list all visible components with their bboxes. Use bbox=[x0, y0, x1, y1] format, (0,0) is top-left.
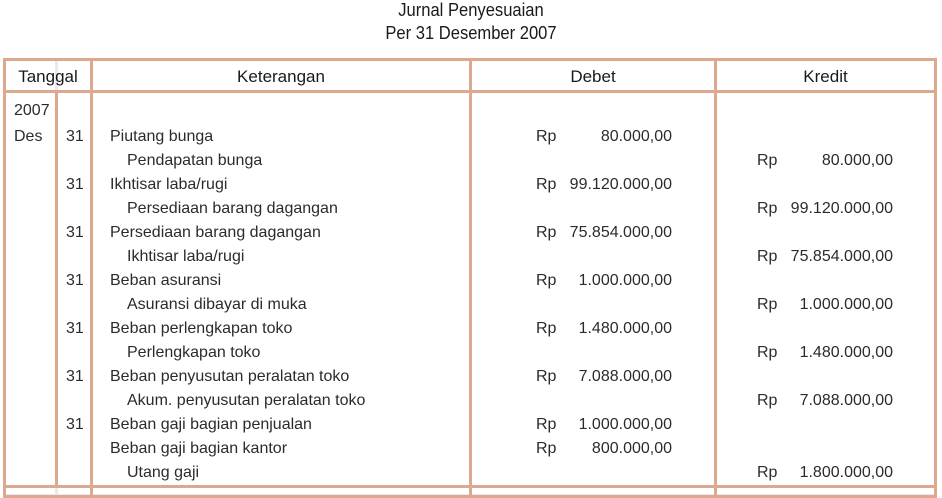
header-keterangan: Keterangan bbox=[237, 67, 325, 86]
credit-amount: 1.000.000,00 bbox=[799, 296, 893, 313]
debit-amount: 1.480.000,00 bbox=[578, 320, 672, 337]
debit-account-name: Beban asuransi bbox=[110, 272, 222, 289]
credit-account-name: Utang gaji bbox=[127, 464, 200, 481]
credit-currency: Rp bbox=[757, 248, 778, 265]
header-kredit: Kredit bbox=[803, 67, 848, 86]
row-day: 31 bbox=[66, 416, 84, 433]
credit-amount: 1.800.000,00 bbox=[799, 464, 893, 481]
credit-account-name: Akum. penyusutan peralatan toko bbox=[127, 392, 366, 409]
debit-amount: 7.088.000,00 bbox=[578, 368, 672, 385]
credit-account-name: Pendapatan bunga bbox=[127, 152, 263, 169]
debit-account-name: Ikhtisar laba/rugi bbox=[110, 176, 228, 193]
debit-account-name: Beban gaji bagian kantor bbox=[110, 440, 288, 457]
debit-amount: 800.000,00 bbox=[591, 440, 672, 457]
credit-amount: 99.120.000,00 bbox=[790, 200, 893, 217]
tanggal-divider bbox=[90, 58, 93, 498]
date-divider bbox=[55, 93, 58, 487]
debit-account-name: Beban gaji bagian penjualan bbox=[110, 416, 312, 433]
credit-currency: Rp bbox=[757, 464, 778, 481]
row-day: 31 bbox=[66, 224, 84, 241]
row-day: 31 bbox=[66, 320, 84, 337]
credit-amount: 7.088.000,00 bbox=[799, 392, 893, 409]
debit-currency: Rp bbox=[536, 272, 557, 289]
debit-account-name: Persediaan barang dagangan bbox=[110, 224, 321, 241]
keterangan-divider bbox=[469, 58, 472, 498]
debit-currency: Rp bbox=[536, 176, 557, 193]
debet-divider bbox=[714, 58, 717, 498]
credit-currency: Rp bbox=[757, 344, 778, 361]
credit-currency: Rp bbox=[757, 200, 778, 217]
debit-amount: 1.000.000,00 bbox=[578, 272, 672, 289]
month-label: Des bbox=[14, 128, 43, 145]
credit-amount: 75.854.000,00 bbox=[790, 248, 893, 265]
header-tanggal: Tanggal bbox=[18, 67, 78, 86]
credit-currency: Rp bbox=[757, 296, 778, 313]
credit-account-name: Asuransi dibayar di muka bbox=[127, 296, 307, 313]
credit-currency: Rp bbox=[757, 152, 778, 169]
credit-amount: 80.000,00 bbox=[821, 152, 893, 169]
journal-subtitle: Per 31 Desember 2007 bbox=[385, 23, 557, 43]
debit-currency: Rp bbox=[536, 320, 557, 337]
debit-currency: Rp bbox=[536, 440, 557, 457]
row-day: 31 bbox=[66, 272, 84, 289]
debit-currency: Rp bbox=[536, 416, 557, 433]
credit-currency: Rp bbox=[757, 392, 778, 409]
debit-account-name: Beban perlengkapan toko bbox=[110, 320, 293, 337]
debit-amount: 80.000,00 bbox=[600, 128, 672, 145]
row-day: 31 bbox=[66, 176, 84, 193]
journal-title: Jurnal Penyesuaian bbox=[398, 0, 544, 20]
debit-currency: Rp bbox=[536, 128, 557, 145]
debit-account-name: Piutang bunga bbox=[110, 128, 214, 145]
row-day: 31 bbox=[66, 128, 84, 145]
credit-amount: 1.480.000,00 bbox=[799, 344, 893, 361]
debit-amount: 75.854.000,00 bbox=[569, 224, 672, 241]
debit-currency: Rp bbox=[536, 368, 557, 385]
debit-account-name: Beban penyusutan peralatan toko bbox=[110, 368, 350, 385]
credit-account-name: Perlengkapan toko bbox=[127, 344, 261, 361]
credit-account-name: Ikhtisar laba/rugi bbox=[127, 248, 245, 265]
header-debet: Debet bbox=[570, 67, 616, 86]
year-label: 2007 bbox=[14, 102, 50, 119]
debit-amount: 99.120.000,00 bbox=[569, 176, 672, 193]
credit-account-name: Persediaan barang dagangan bbox=[127, 200, 338, 217]
credit-column bbox=[717, 61, 934, 494]
debit-currency: Rp bbox=[536, 224, 557, 241]
row-day: 31 bbox=[66, 368, 84, 385]
debit-amount: 1.000.000,00 bbox=[578, 416, 672, 433]
